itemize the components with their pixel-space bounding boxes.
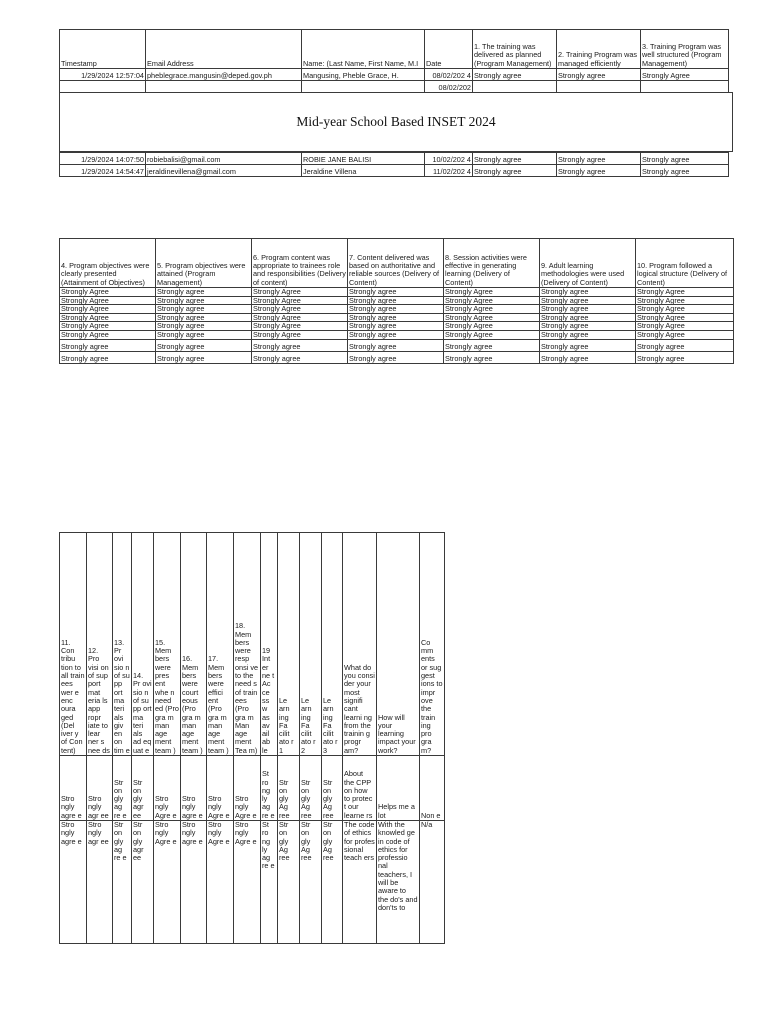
- table-cell: Str on gly Ag ree: [322, 756, 343, 821]
- table-cell: Strongly agree: [156, 313, 252, 322]
- table-row: [60, 305, 734, 314]
- table-row: [60, 330, 734, 339]
- table-row: [60, 165, 729, 177]
- table-cell: Str on gly Ag ree: [300, 756, 322, 821]
- table-cell: [473, 81, 557, 93]
- table2-header-7: 10. Program followed a logical structure (Delivery of Content): [636, 239, 734, 288]
- table3-body: [60, 756, 445, 944]
- table-cell: Strongly Agree: [636, 288, 734, 297]
- table-row: [60, 296, 734, 305]
- table1-header-4: Date: [425, 30, 473, 69]
- table3-header-4: 14. Pr ovi sio n of su pp ort ma teri als ad eq uat e: [132, 533, 154, 756]
- table3-header-15: Co mm ents or sug gest ions to impr ove the train ing pro gra m?: [420, 533, 445, 756]
- table-cell: Strongly Agree: [60, 330, 156, 339]
- table-cell: Strongly Agree: [636, 296, 734, 305]
- table-cell: Strongly Agree: [252, 296, 348, 305]
- table2-header-4: 7. Content delivered was based on authoritative and reliable sources (Delivery of Content): [348, 239, 444, 288]
- table-cell: Strongly Agree: [444, 288, 540, 297]
- table-cell: Strongly agree: [348, 313, 444, 322]
- table-cell: Strongly Agree: [636, 313, 734, 322]
- table-cell: Strongly agree: [60, 339, 156, 351]
- table2-header-2: 5. Program objectives were attained (Program Management): [156, 239, 252, 288]
- table3-header-14: How will your learning impact your work?: [377, 533, 420, 756]
- table2-body: [60, 288, 734, 364]
- table-cell: With the knowled ge in code of ethics for professio nal teachers, I will be aware to the do's and don'ts to: [377, 821, 420, 944]
- table-cell: [302, 81, 425, 93]
- table-cell: Strongly agree: [252, 339, 348, 351]
- table-cell: Strongly Agree: [252, 288, 348, 297]
- table3-header-1: 11. Con tribu tion to all train ees wer e enc oura ged (Del iver y of Con tent): [60, 533, 87, 756]
- table-cell: Strongly Agree: [444, 330, 540, 339]
- table-cell: Strongly agree: [540, 296, 636, 305]
- table-cell: 1/29/2024 14:54:47: [60, 165, 146, 177]
- table-cell: Strongly agree: [348, 296, 444, 305]
- table-cell: Strongly agree: [348, 288, 444, 297]
- table-row: [60, 322, 734, 331]
- table-cell: [557, 81, 641, 93]
- table3-header-11: Le arn ing Fa cilit ato r 2: [300, 533, 322, 756]
- table3-header-9: 19 Int er ne t Ac ce ss w as av ail ab le: [261, 533, 278, 756]
- table-cell: Str on gly ag re e: [113, 756, 132, 821]
- responses-table-part-3: [59, 532, 445, 944]
- table-cell: 08/02/202: [425, 81, 473, 93]
- table3-header-13: What do you consi der your most signifi cant learni ng from the trainin g progr am?: [343, 533, 377, 756]
- table-cell: [641, 81, 729, 93]
- table-cell: Strongly agree: [348, 305, 444, 314]
- table-cell: Strongly agree: [252, 351, 348, 363]
- table-cell: Strongly Agree: [252, 330, 348, 339]
- table-row: [60, 756, 445, 821]
- table-cell: robiebalisi@gmail.com: [146, 153, 302, 165]
- table2-header-5: 8. Session activities were effective in generating learning (Delivery of Content): [444, 239, 540, 288]
- table-cell: Strongly Agree: [444, 305, 540, 314]
- table-cell: Strongly agree: [156, 288, 252, 297]
- table-cell: Strongly agree: [540, 305, 636, 314]
- table1-header-5: 1. The training was delivered as planned (Program Management): [473, 30, 557, 69]
- table-cell: Stro ngly agre e: [60, 821, 87, 944]
- table-cell: Strongly agree: [540, 313, 636, 322]
- table-cell: Helps me a lot: [377, 756, 420, 821]
- table-cell: Strongly Agree: [636, 305, 734, 314]
- table-cell: Strongly agree: [540, 288, 636, 297]
- table-cell: Strongly Agree: [444, 296, 540, 305]
- table-cell: Strongly agree: [444, 339, 540, 351]
- table-cell: Strongly agree: [60, 351, 156, 363]
- table-cell: Jeraldine Villena: [302, 165, 425, 177]
- table2-header-row: [60, 239, 734, 288]
- table-cell: Stro ngly Agre e: [207, 821, 234, 944]
- table3-header-10: Le arn ing Fa cilit ato r 1: [278, 533, 300, 756]
- table-cell: Strongly agree: [636, 339, 734, 351]
- table-cell: Stro ngly agre e: [181, 821, 207, 944]
- table-cell: Strongly agree: [641, 153, 729, 165]
- table2-header-6: 9. Adult learning methodologies were used (Delivery of Content): [540, 239, 636, 288]
- table-cell: 11/02/202 4: [425, 165, 473, 177]
- table-cell: 10/02/202 4: [425, 153, 473, 165]
- table-cell: Strongly agree: [557, 165, 641, 177]
- table-cell: Str on gly agr ee: [132, 756, 154, 821]
- table-cell: jeraldinevillena@gmail.com: [146, 165, 302, 177]
- table-cell: [146, 81, 302, 93]
- table3-header-8: 18. Mem bers were resp onsi ve to the need s of train ees (Pro gra m Man age ment Tea m): [234, 533, 261, 756]
- table1-header-1: Timestamp: [60, 30, 146, 69]
- table-cell: Stro ngly Agre e: [234, 821, 261, 944]
- table-cell: Strongly agree: [540, 339, 636, 351]
- table-cell: Strongly agree: [473, 165, 557, 177]
- table1-header-7: 3. Training Program was well structured (Program Management): [641, 30, 729, 69]
- table-cell: Strongly agree: [156, 330, 252, 339]
- table-cell: Str on gly Ag ree: [278, 821, 300, 944]
- table1-header-6: 2. Training Program was managed efficiently: [557, 30, 641, 69]
- table-row: [60, 821, 445, 944]
- table-cell: Strongly agree: [540, 351, 636, 363]
- table3-header-3: 13. Pr ovi sio n of su pp ort ma teri als giv en on tim e: [113, 533, 132, 756]
- table-cell: Strongly agree: [557, 153, 641, 165]
- table-cell: Non e: [420, 756, 445, 821]
- table-cell: Stro ngly agr ee: [87, 756, 113, 821]
- table-cell: Strongly Agree: [636, 322, 734, 331]
- table-row: [60, 288, 734, 297]
- responses-table-part-2: [59, 238, 734, 364]
- table-cell: Strongly Agree: [444, 313, 540, 322]
- table-cell: Strongly agree: [540, 322, 636, 331]
- table3-header-5: 15. Mem bers were pres ent whe n need ed (Pro gra m man age ment team ): [154, 533, 181, 756]
- table-cell: 08/02/202 4: [425, 69, 473, 81]
- table-cell: Strongly agree: [641, 165, 729, 177]
- table2-header-3: 6. Program content was appropriate to trainees role and responsibilities (Delivery of content): [252, 239, 348, 288]
- table-cell: Strongly agree: [557, 69, 641, 81]
- table-cell: Str on gly Ag ree: [278, 756, 300, 821]
- table-cell: Stro ngly agre e: [181, 756, 207, 821]
- table-cell: Strongly Agree: [60, 296, 156, 305]
- table-cell: Strongly Agree: [641, 69, 729, 81]
- table-cell: Strongly agree: [348, 330, 444, 339]
- table1-header-3: Name: (Last Name, First Name, M.I: [302, 30, 425, 69]
- table-cell: Strongly agree: [473, 69, 557, 81]
- table-cell: Strongly agree: [473, 153, 557, 165]
- table-cell: St ro ng ly ag re e: [261, 821, 278, 944]
- table-cell: Strongly agree: [156, 351, 252, 363]
- table1-header-2: Email Address: [146, 30, 302, 69]
- table-cell: Strongly Agree: [60, 313, 156, 322]
- table-cell: 1/29/2024 12:57:04: [60, 69, 146, 81]
- table-cell: Strongly agree: [636, 351, 734, 363]
- table-row: [60, 81, 729, 93]
- table-row: [60, 339, 734, 351]
- table-cell: 1/29/2024 14:07:50: [60, 153, 146, 165]
- table-cell: Strongly agree: [444, 351, 540, 363]
- table-cell: Strongly agree: [348, 322, 444, 331]
- table-cell: Strongly agree: [156, 305, 252, 314]
- table-cell: Str on gly ag re e: [113, 821, 132, 944]
- table2-header-1: 4. Program objectives were clearly presented (Attainment of Objectives): [60, 239, 156, 288]
- table-cell: Strongly Agree: [252, 305, 348, 314]
- table-cell: Stro ngly Agre e: [207, 756, 234, 821]
- table-cell: N/a: [420, 821, 445, 944]
- table-cell: Strongly Agree: [252, 313, 348, 322]
- table-cell: Strongly agree: [348, 351, 444, 363]
- table3-header-row: [60, 533, 445, 756]
- table-cell: St ro ng ly ag re e: [261, 756, 278, 821]
- table-cell: ROBIE JANE BALISI: [302, 153, 425, 165]
- table-cell: Stro ngly Agre e: [154, 756, 181, 821]
- table-cell: Strongly agree: [156, 296, 252, 305]
- table3-header-12: Le arn ing Fa cilit ato r 3: [322, 533, 343, 756]
- table-row: [60, 69, 729, 81]
- table-cell: Stro ngly agre e: [60, 756, 87, 821]
- table3-header-2: 12. Pro visi on of sup port mat eria ls app ropr iate to lear ner s nee ds: [87, 533, 113, 756]
- table-cell: [60, 81, 146, 93]
- table-cell: About the CPP on how to protec t our learne rs: [343, 756, 377, 821]
- table-cell: pheblegrace.mangusin@deped.gov.ph: [146, 69, 302, 81]
- table-cell: Strongly Agree: [60, 322, 156, 331]
- table-cell: Strongly Agree: [636, 330, 734, 339]
- table3-header-7: 17. Mem bers were effici ent (Pro gra m man age ment team ): [207, 533, 234, 756]
- table-cell: Strongly Agree: [60, 288, 156, 297]
- table-cell: Strongly Agree: [444, 322, 540, 331]
- table-cell: Mangusing, Pheble Grace, H.: [302, 69, 425, 81]
- banner-title: Mid-year School Based INSET 2024: [296, 114, 496, 129]
- table-cell: Strongly agree: [540, 330, 636, 339]
- table-cell: Stro ngly Agre e: [154, 821, 181, 944]
- table-cell: Str on gly agr ee: [132, 821, 154, 944]
- table-cell: Stro ngly Agre e: [234, 756, 261, 821]
- table-row: [60, 351, 734, 363]
- table-cell: The code of ethics for profes sional teach ers: [343, 821, 377, 944]
- table1-header-row: [60, 30, 729, 69]
- table-cell: Strongly Agree: [60, 305, 156, 314]
- table-row: [60, 153, 729, 165]
- table3-header-6: 16. Mem bers were court eous (Pro gra m man age ment team ): [181, 533, 207, 756]
- table-cell: Strongly Agree: [252, 322, 348, 331]
- table-cell: Strongly agree: [156, 339, 252, 351]
- table-cell: Str on gly Ag ree: [300, 821, 322, 944]
- table-cell: Strongly agree: [348, 339, 444, 351]
- table-cell: Str on gly Ag ree: [322, 821, 343, 944]
- table-row: [60, 313, 734, 322]
- table-cell: Strongly agree: [156, 322, 252, 331]
- overlay-title-banner: [59, 92, 733, 152]
- table-cell: Stro ngly agr ee: [87, 821, 113, 944]
